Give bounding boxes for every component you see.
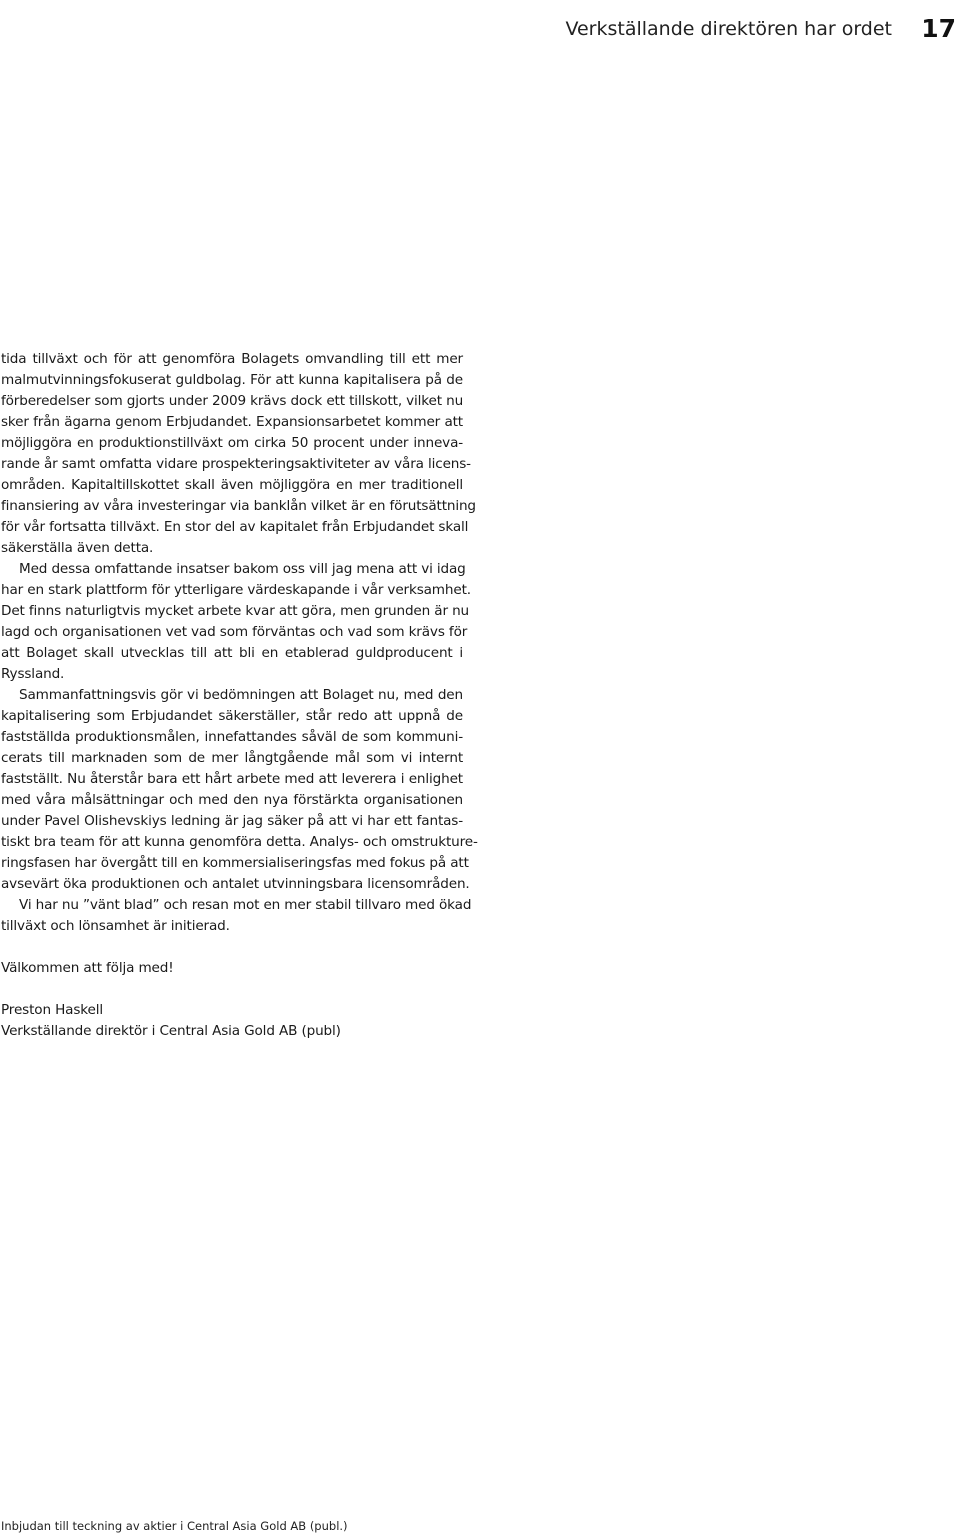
text-line: tiskt bra team för att kunna genomföra detta. Analys- och omstrukture- <box>1 834 478 850</box>
text-line: finansiering av våra investeringar via banklån vilket är en förutsättning <box>1 498 476 514</box>
text-line: Vi har nu ”vänt blad” och resan mot en mer stabil tillvaro med ökad <box>19 897 472 913</box>
text-line: avsevärt öka produktionen och antalet utvinningsbara licensområden. <box>1 876 470 892</box>
text-line: under Pavel Olishevskiys ledning är jag säker på att vi har ett fantas- <box>1 813 463 829</box>
text-line: sker från ägarna genom Erbjudandet. Expansionsarbetet kommer att <box>1 414 463 430</box>
signature-title: Verkställande direktör i Central Asia Gold AB (publ) <box>1 1023 341 1039</box>
page-header <box>0 14 960 48</box>
text-line: att Bolaget skall utvecklas till att bli en etablerad guldproducent i <box>1 645 463 661</box>
text-line: med våra målsättningar och med den nya förstärkta organisationen <box>1 792 463 808</box>
page-number: 17 <box>921 14 956 43</box>
paragraph <box>1 559 471 685</box>
section-title: Verkställande direktören har ordet <box>565 18 892 40</box>
text-line: har en stark plattform för ytterligare värdeskapande i vår verksamhet. <box>1 582 471 598</box>
paragraph <box>1 685 478 895</box>
text-line: möjliggöra en produktionstillväxt om cirka 50 procent under inneva- <box>1 435 463 451</box>
text-line: tillväxt och lönsamhet är initierad. <box>1 918 230 934</box>
paragraph <box>1 349 476 559</box>
spacer <box>1 937 463 958</box>
text-line: Sammanfattningsvis gör vi bedömningen att Bolaget nu, med den <box>19 687 463 703</box>
spacer <box>1 979 463 1000</box>
text-line: säkerställa även detta. <box>1 540 154 556</box>
text-line: områden. Kapitaltillskottet skall även möjliggöra en mer traditionell <box>1 477 463 493</box>
text-line: cerats till marknaden som de mer långtgående mål som vi internt <box>1 750 463 766</box>
text-line: tida tillväxt och för att genomföra Bolagets omvandling till ett mer <box>1 351 463 367</box>
text-line: rande år samt omfatta vidare prospekteringsaktiviteter av våra licens- <box>1 456 471 472</box>
text-line: fastställda produktionsmålen, innefattandes såväl de som kommuni- <box>1 729 463 745</box>
text-line: Det finns naturligtvis mycket arbete kvar att göra, men grunden är nu <box>1 603 470 619</box>
text-line: för vår fortsatta tillväxt. En stor del av kapitalet från Erbjudandet skall <box>1 519 469 535</box>
text-line: lagd och organisationen vet vad som förväntas och vad som krävs för <box>1 624 468 640</box>
paragraph <box>1 895 472 937</box>
text-line: kapitalisering som Erbjudandet säkerställer, står redo att uppnå de <box>1 708 463 724</box>
text-line: malmutvinningsfokuserat guldbolag. För att kunna kapitalisera på de <box>1 372 463 388</box>
text-line: fastställt. Nu återstår bara ett hårt arbete med att leverera i enlighet <box>1 771 463 787</box>
closing-line: Välkommen att följa med! <box>1 960 174 976</box>
text-line: förberedelser som gjorts under 2009 krävs dock ett tillskott, vilket nu <box>1 393 464 409</box>
text-line: ringsfasen har övergått till en kommersialiseringsfas med fokus på att <box>1 855 469 871</box>
body-text <box>1 349 478 1042</box>
page-footer: Inbjudan till teckning av aktier i Central Asia Gold AB (publ.) <box>1 1519 348 1533</box>
text-line: Ryssland. <box>1 666 65 682</box>
signature-name: Preston Haskell <box>1 1002 103 1018</box>
text-line: Med dessa omfattande insatser bakom oss vill jag mena att vi idag <box>19 561 466 577</box>
